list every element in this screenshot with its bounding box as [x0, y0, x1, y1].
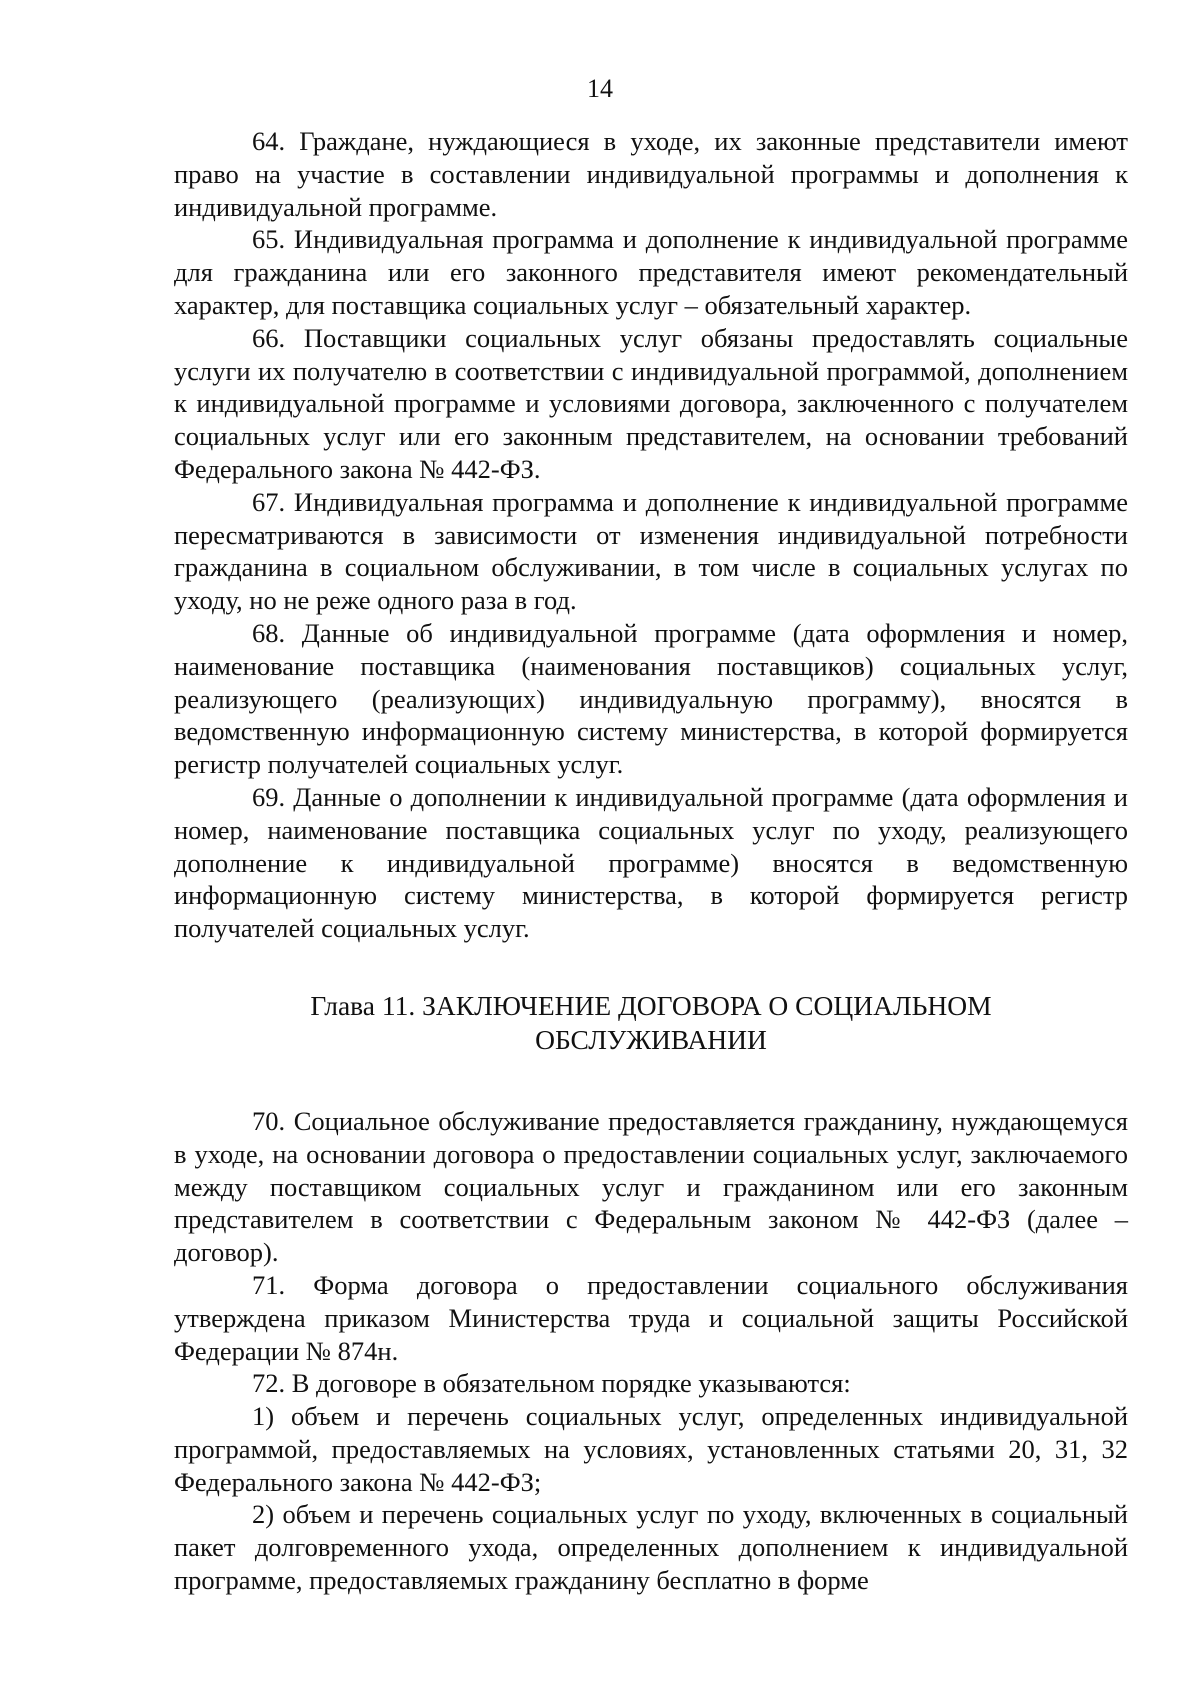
document-body — [174, 125, 1128, 1597]
paragraph-72-item-2: 2) объем и перечень социальных услуг по уходу, включенных в социальный пакет долговременного ухода, определенных дополнением к индивидуальной программе, предоставляемых гражданину бесплатно в форме — [174, 1499, 1128, 1596]
paragraph-65: 65. Индивидуальная программа и дополнение к индивидуальной программе для гражданина или его законного представителя имеют рекомендательный характер, для поставщика социальных услуг – обязательный характер. — [174, 224, 1128, 320]
paragraph-72-item-1: 1) объем и перечень социальных услуг, определенных индивидуальной программой, предоставляемых на условиях, установленных статьями 20, 31, 32 Федерального закона № 442-ФЗ; — [174, 1401, 1128, 1497]
paragraph-67: 67. Индивидуальная программа и дополнение к индивидуальной программе пересматриваются в зависимости от изменения индивидуальной потребности гражданина в социальном обслуживании, в том числе в социальных услугах по уходу, но не реже одного раза в год. — [174, 486, 1128, 616]
paragraph-68: 68. Данные об индивидуальной программе (дата оформления и номер, наименование поставщика (наименования поставщиков) социальных услуг, реализующего (реализующих) индивидуальную программу), вносятся в ведомственную информационную систему министерства, в которой формируется регистр получателей социальных услуг. — [174, 617, 1128, 780]
paragraph-64: 64. Граждане, нуждающиеся в уходе, их законные представители имеют право на участие в составлении индивидуальной программы и дополнения к индивидуальной программе. — [174, 126, 1128, 222]
paragraph-69: 69. Данные о дополнении к индивидуальной программе (дата оформления и номер, наименование поставщика социальных услуг по уходу, реализующего дополнение к индивидуальной программе) вносятся в ведомственную информационную систему министерства, в которой формируется регистр получателей социальных услуг. — [174, 781, 1128, 944]
chapter-title: Глава 11. ЗАКЛЮЧЕНИЕ ДОГОВОРА О СОЦИАЛЬНОМ ОБСЛУЖИВАНИИ — [310, 989, 992, 1055]
paragraph-71: 71. Форма договора о предоставлении социального обслуживания утверждена приказом Министерства труда и социальной защиты Российской Федерации № 874н. — [174, 1269, 1128, 1366]
paragraph-72: 72. В договоре в обязательном порядке указываются: — [252, 1368, 851, 1399]
paragraph-70: 70. Социальное обслуживание предоставляется гражданину, нуждающемуся в уходе, на основании договора о предоставлении социальных услуг, заключаемого между поставщиком социальных услуг и гражданином или его законным представителем в соответствии с Федеральным законом № 442-ФЗ (далее – договор). — [174, 1105, 1128, 1268]
paragraph-66: 66. Поставщики социальных услуг обязаны предоставлять социальные услуги их получателю в соответствии с индивидуальной программой, дополнением к индивидуальной программе и условиями договора, заключенного с получателем социальных услуг или его законным представителем, на основании требований Федерального закона № 442-ФЗ. — [174, 322, 1128, 484]
page-number: 14 — [587, 74, 613, 103]
